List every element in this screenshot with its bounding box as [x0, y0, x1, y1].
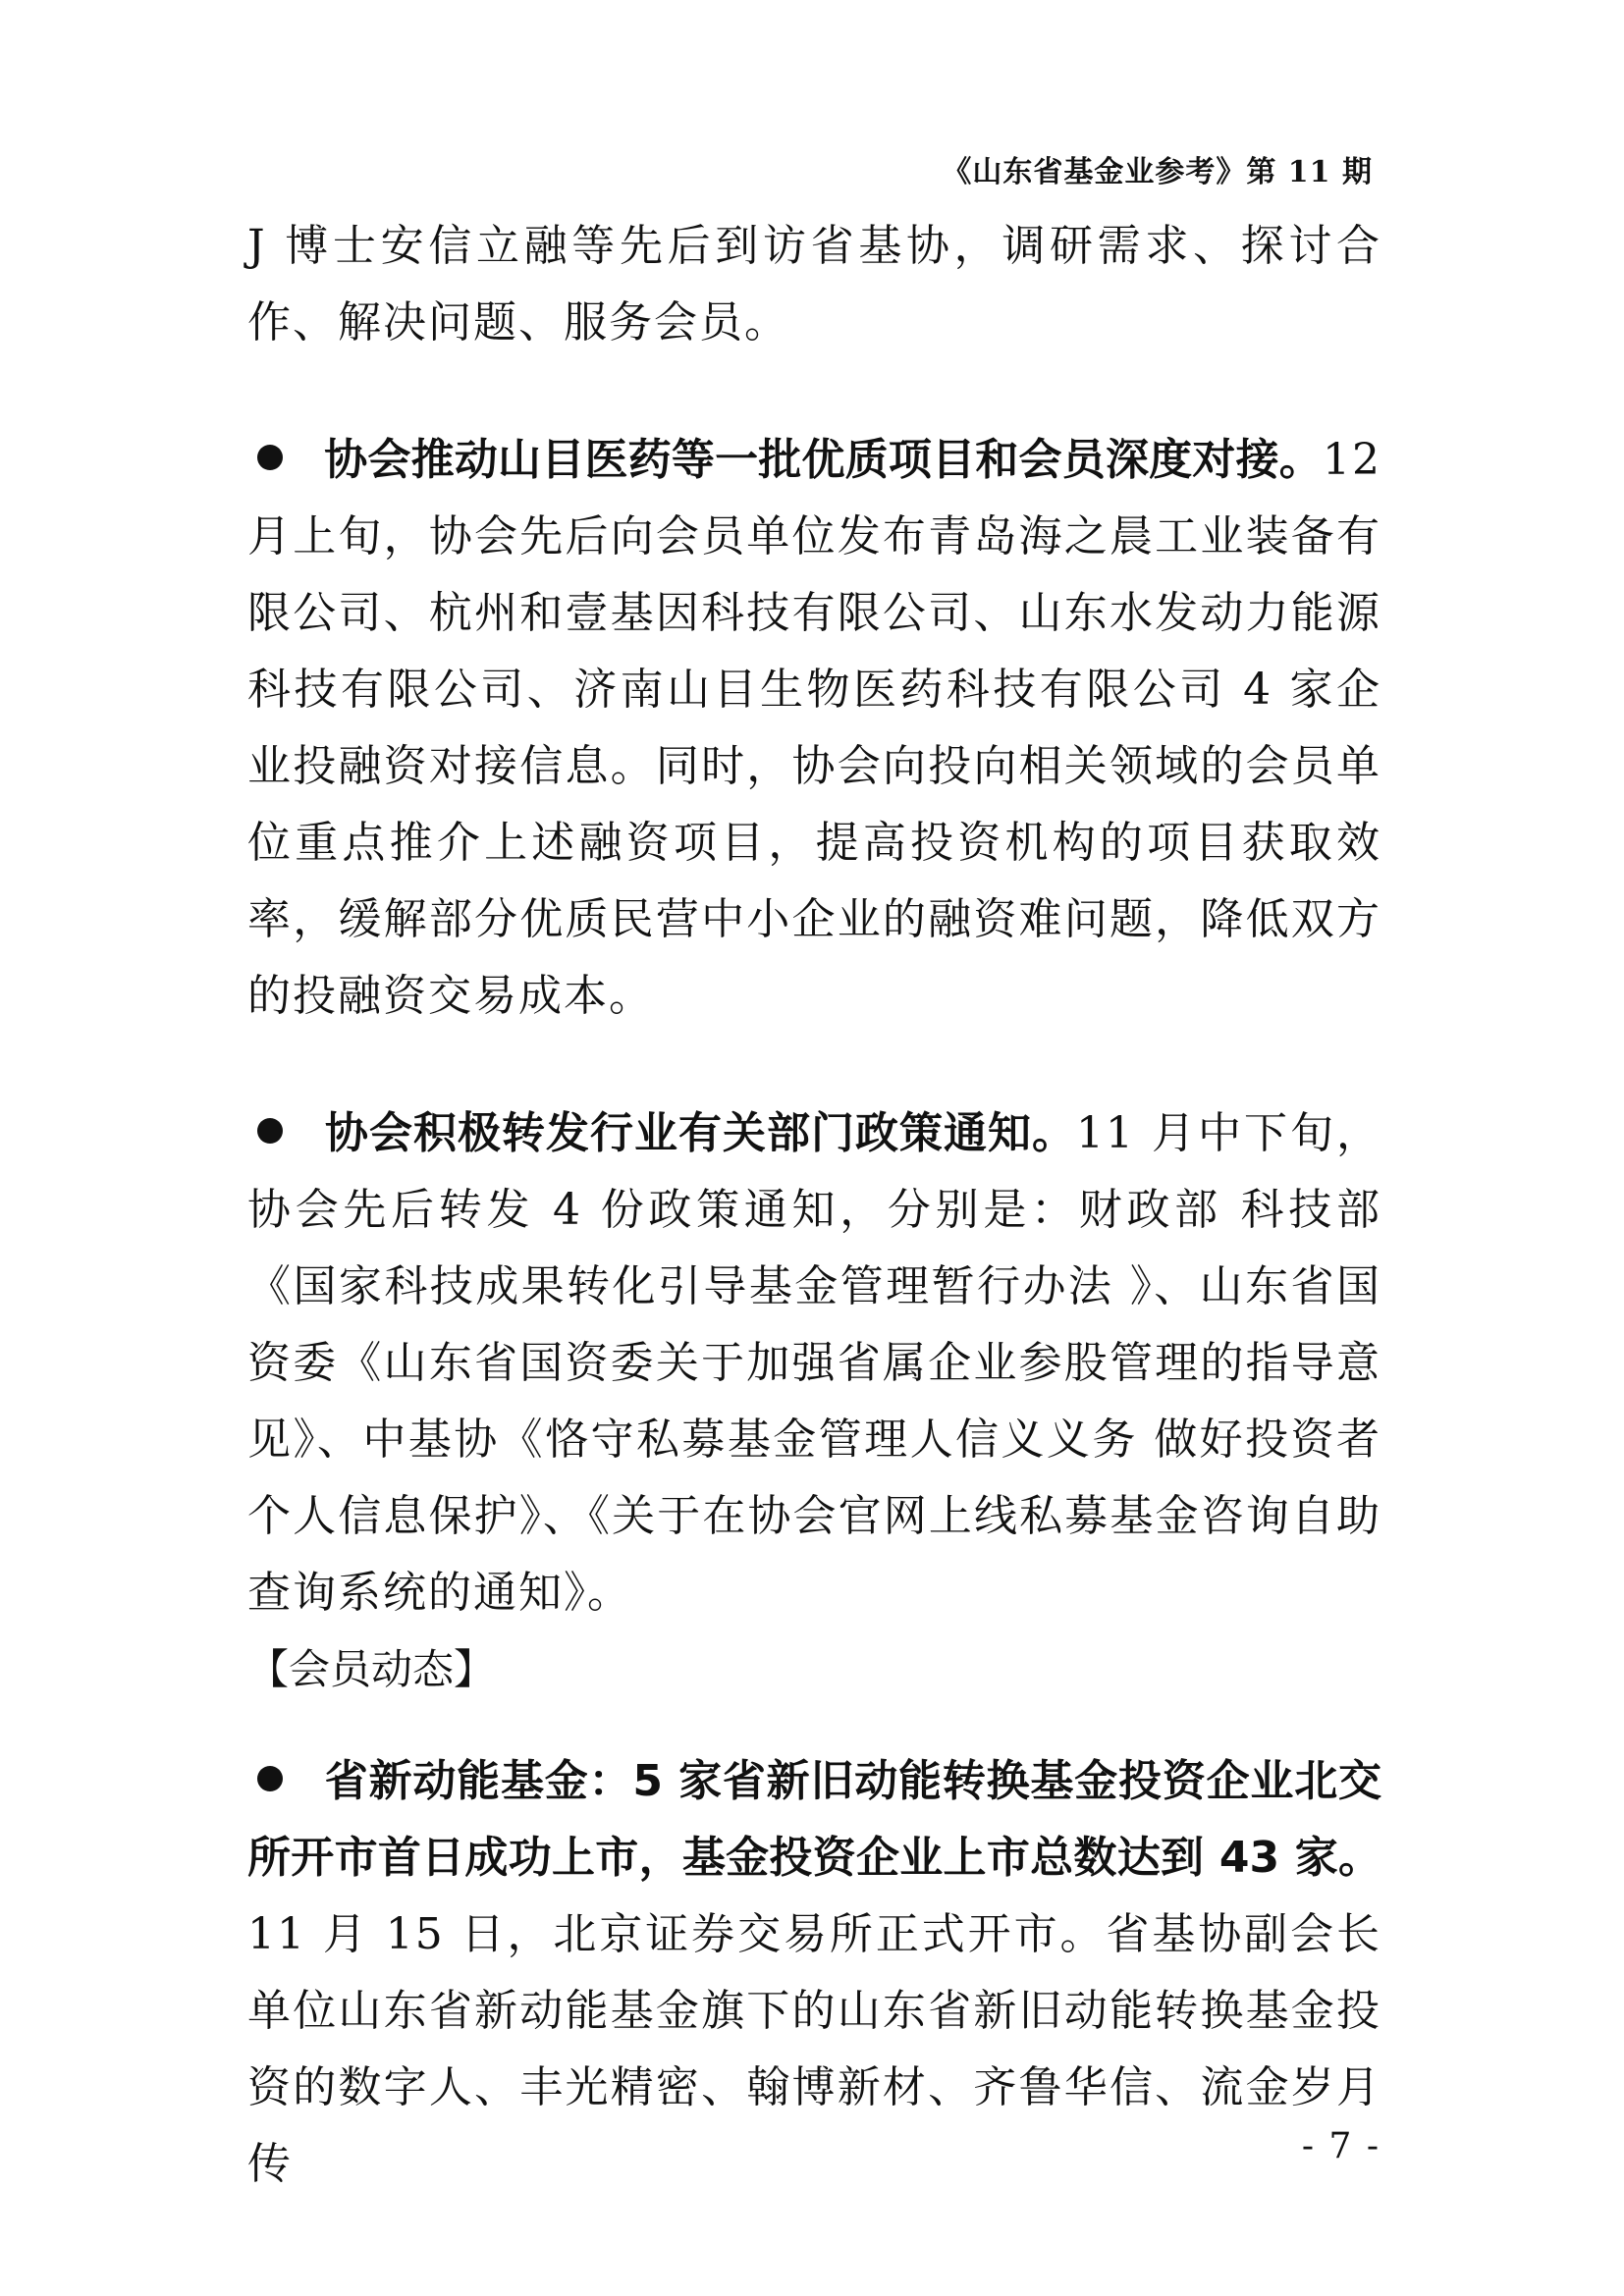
news-item-headline: 协会积极转发行业有关部门政策通知。	[324, 1108, 1077, 1158]
bullet-icon	[257, 445, 283, 470]
section-heading-member-news: 【会员动态】	[247, 1645, 496, 1693]
page-number: - 7 -	[1301, 2126, 1380, 2166]
publication-header: 《山东省基金业参考》第 11 期	[942, 155, 1373, 189]
news-item-project-matching	[247, 422, 1381, 1035]
news-item-body: 12 月上旬，协会先后向会员单位发布青岛海之晨工业装备有限公司、杭州和壹基因科技有限公司、山东水发动力能源科技有限公司、济南山目生物医药科技有限公司 4 家企业投融资对接信息。同时，协会向投向相关领域的会员单位重点推介上述融资项目，提高投资机构的项目获取效率，缓解部分优质民营中小企业的融资难问题，降低双方的投融资交易成本。	[247, 435, 1381, 1021]
news-item-body: 11 月中下旬，协会先后转发 4 份政策通知，分别是：财政部 科技部《国家科技成果转化引导基金管理暂行办法 》、山东省国资委《山东省国资委关于加强省属企业参股管理的指导意见》、中基协《恪守私募基金管理人信义义务 做好投资者个人信息保护》、《关于在协会官网上线私募基金咨询自助查询系统的通知》。	[247, 1108, 1381, 1618]
news-item-body: 11 月 15 日，北京证券交易所正式开市。省基协副会长单位山东省新动能基金旗下的山东省新旧动能转换基金投资的数字人、丰光精密、翰博新材、齐鲁华信、流金岁月传	[247, 1909, 1381, 2189]
news-item-new-energy-fund	[247, 1743, 1381, 2203]
document-body	[247, 208, 1381, 2203]
news-item-headline: 协会推动山目医药等一批优质项目和会员深度对接。	[324, 435, 1323, 485]
paragraph-continued: J 博士安信立融等先后到访省基协，调研需求、探讨合作、解决问题、服务会员。	[247, 221, 1381, 347]
bullet-icon	[257, 1766, 283, 1791]
bullet-icon	[257, 1118, 283, 1144]
news-item-policy-notices	[247, 1095, 1381, 1631]
news-item-headline: 省新动能基金：5 家省新旧动能转换基金投资企业北交所开市首日成功上市，基金投资企业上市总数达到 43 家。	[247, 1756, 1381, 1883]
